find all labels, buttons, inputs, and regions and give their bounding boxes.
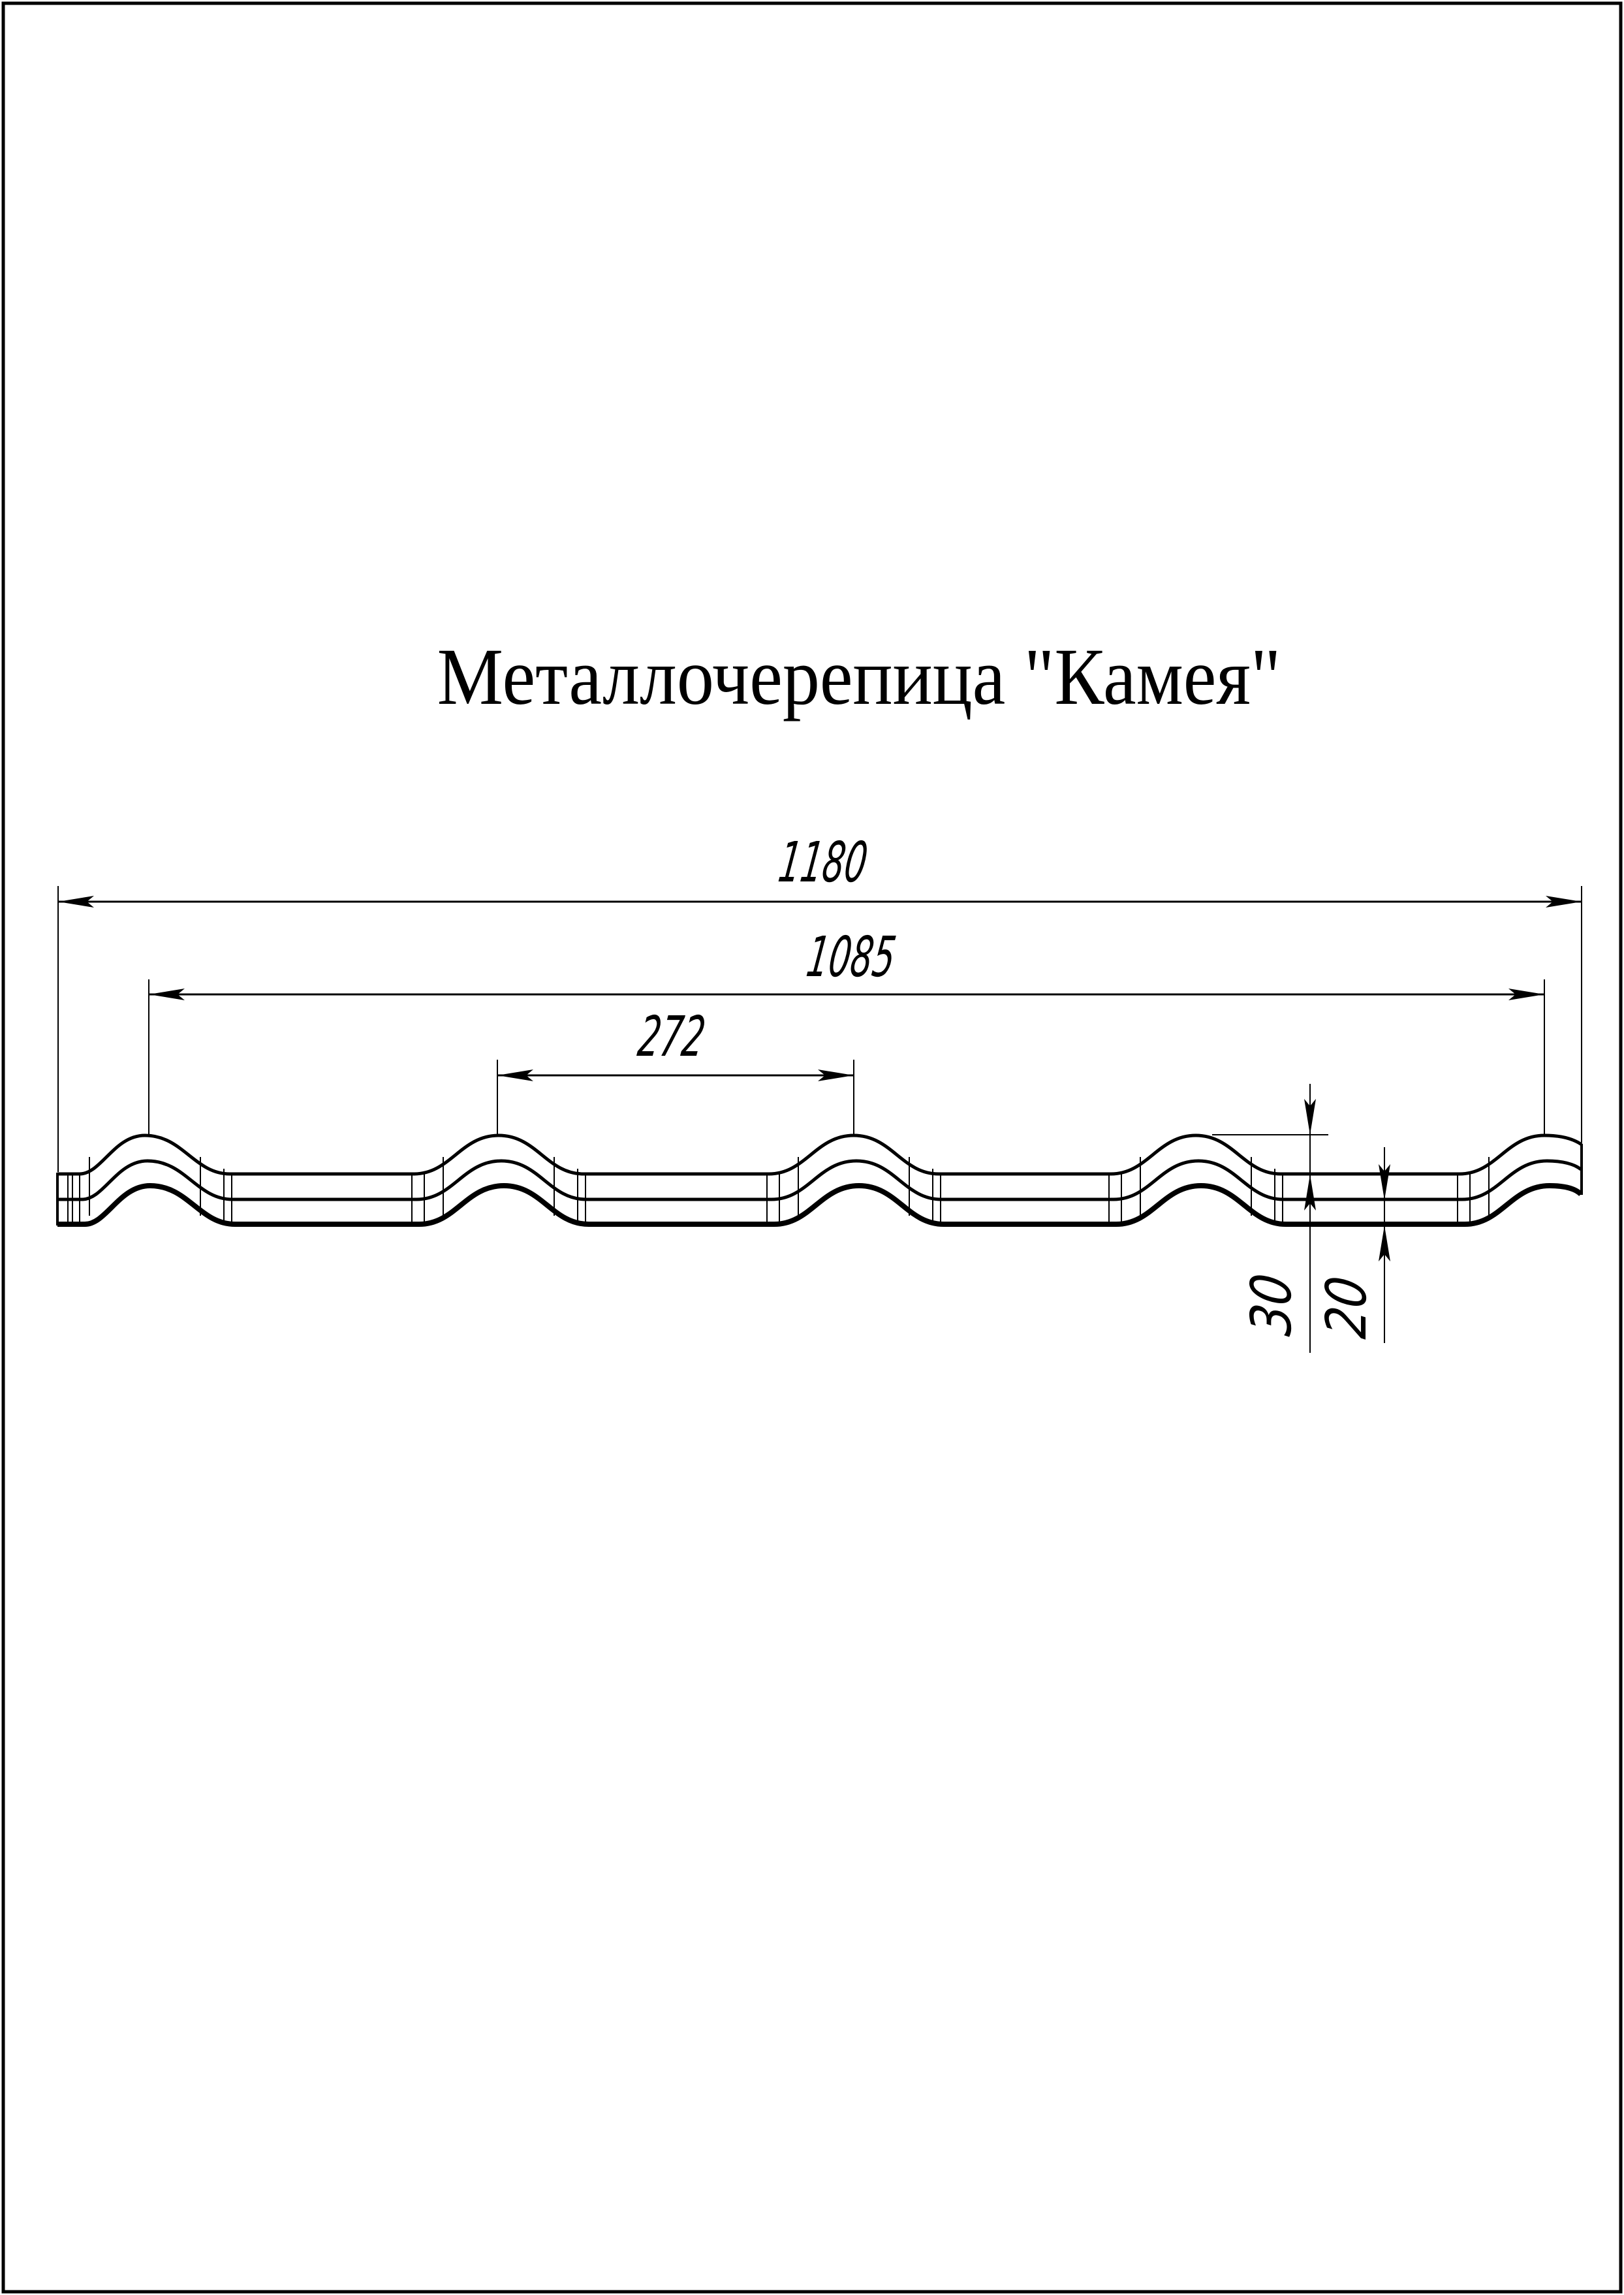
tile-profile [57, 1135, 1582, 1226]
dim-label-1180: 1180 [775, 830, 872, 895]
page-border-frame [3, 3, 1621, 2292]
dim-label-1085: 1085 [803, 925, 900, 990]
dimension-wave-pitch [497, 1004, 854, 1135]
profile-top-outline [57, 1135, 1582, 1174]
page-title: Металлочерепица "Камея" [437, 631, 1281, 722]
dimension-wave-height [1212, 1084, 1328, 1353]
title-group [437, 632, 1281, 721]
profile-connector-lines [68, 1157, 1489, 1224]
profile-bottom-outline [57, 1186, 1581, 1224]
dim-label-20: 20 [1313, 1272, 1379, 1342]
dim-label-30: 30 [1238, 1269, 1304, 1339]
dimension-overall-width [58, 830, 1582, 1172]
dimension-cover-width [149, 925, 1544, 1135]
dim-label-272: 272 [634, 1004, 710, 1069]
profile-middle-outline [57, 1161, 1581, 1199]
dimension-step-height [1314, 1147, 1390, 1343]
